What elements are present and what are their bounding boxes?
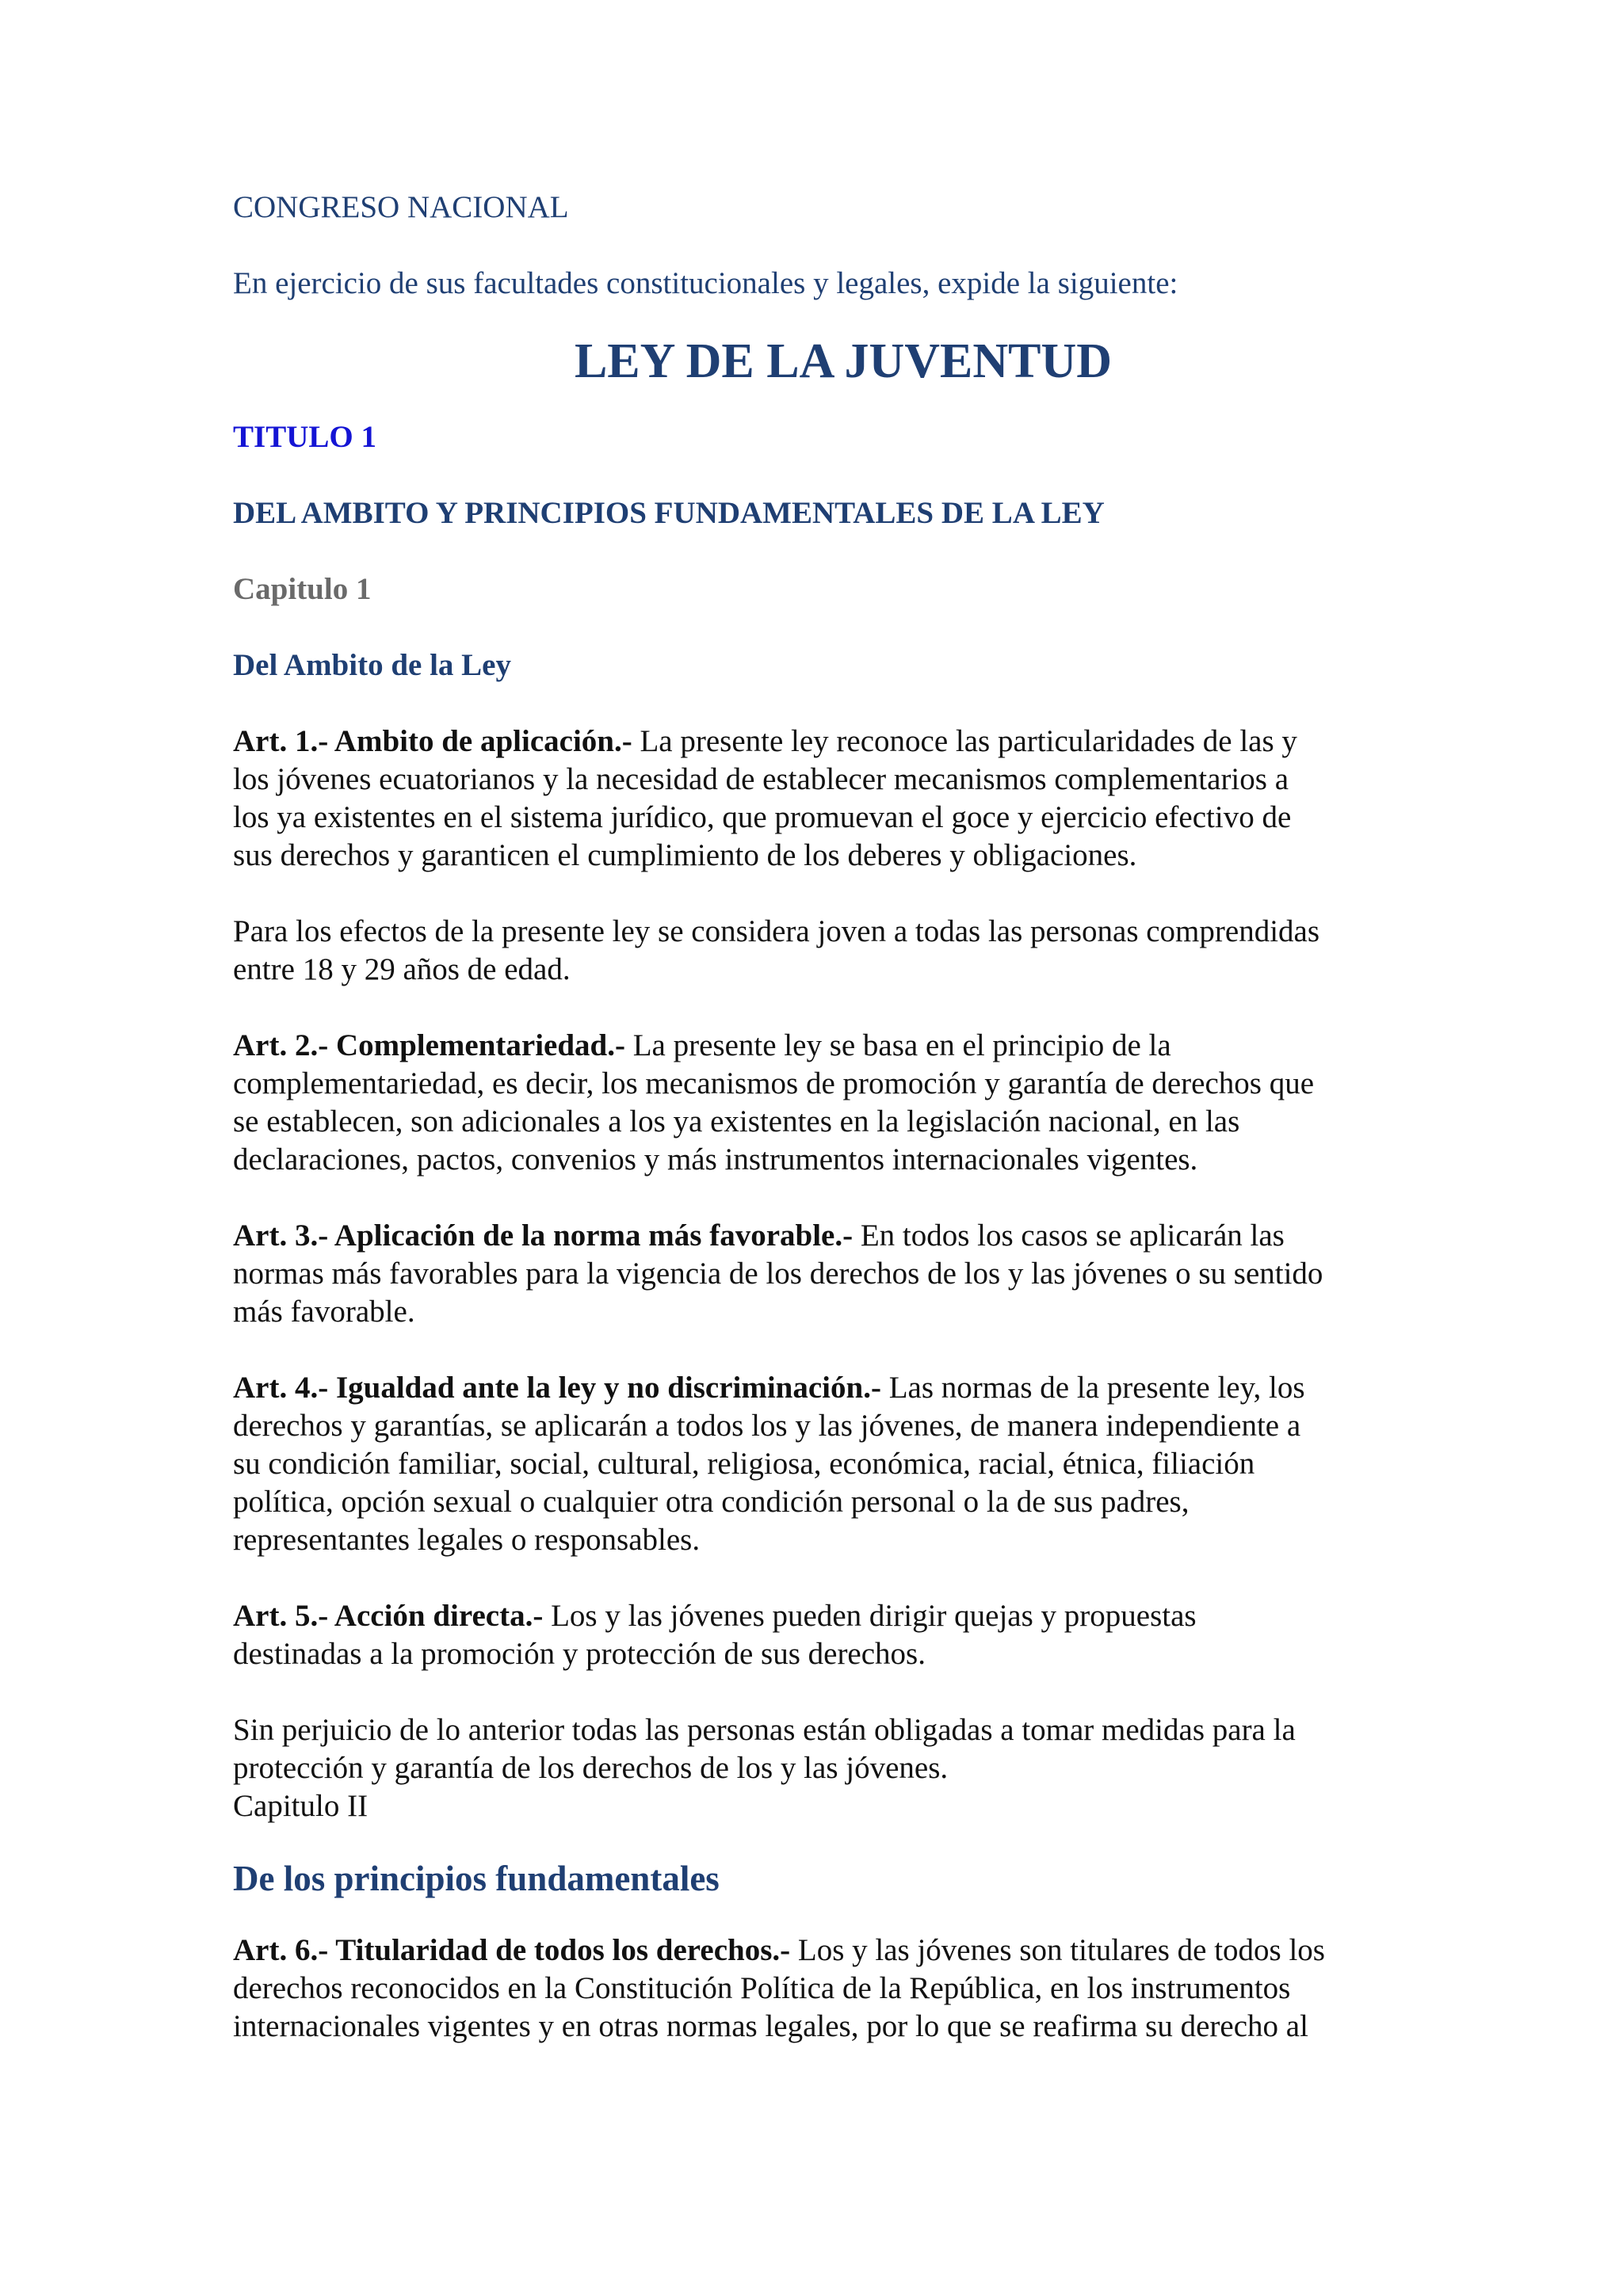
article-3-line: más favorable.: [233, 1295, 415, 1329]
article-1: [233, 723, 1398, 875]
article-1-line: sus derechos y garanticen el cumplimiento de los deberes y obligaciones.: [233, 838, 1137, 872]
article-5-line: destinadas a la promoción y protección de sus derechos.: [233, 1637, 926, 1671]
article-6-label: Art. 6.- Titularidad de todos los derechos.-: [233, 1933, 791, 1967]
article-2-line: se establecen, son adicionales a los ya existentes en la legislación nacional, en las: [233, 1104, 1240, 1138]
article-2-line: complementariedad, es decir, los mecanismos de promoción y garantía de derechos que: [233, 1066, 1315, 1100]
paragraph-line: entre 18 y 29 años de edad.: [233, 952, 571, 986]
article-4: [233, 1369, 1398, 1559]
article-4-line: política, opción sexual o cualquier otra condición personal o la de sus padres,: [233, 1485, 1190, 1519]
capitulo-1-heading: Capitulo 1: [233, 572, 372, 606]
article-1-line: los jóvenes ecuatorianos y la necesidad de establecer mecanismos complementarios a: [233, 762, 1289, 796]
article-1-line: los ya existentes en el sistema jurídico, que promuevan el goce y ejercicio efectivo de: [233, 800, 1292, 834]
article-5-line: Los y las jóvenes pueden dirigir quejas y propuestas: [543, 1599, 1197, 1633]
article-4-label: Art. 4.- Igualdad ante la ley y no discriminación.-: [233, 1371, 881, 1405]
article-6-line: internacionales vigentes y en otras normas legales, por lo que se reafirma su derecho al: [233, 2009, 1308, 2043]
document-page: [233, 189, 1398, 2046]
article-5: [233, 1597, 1398, 1673]
article-4-line: Las normas de la presente ley, los: [880, 1371, 1305, 1405]
article-3-line: En todos los casos se aplicarán las: [853, 1219, 1285, 1253]
paragraph-line: Sin perjuicio de lo anterior todas las personas están obligadas a tomar medidas para la: [233, 1713, 1296, 1747]
law-title: LEY DE LA JUVENTUD: [574, 334, 1113, 388]
article-5-paragraph-2: [233, 1711, 1398, 1825]
congress-name: CONGRESO NACIONAL: [233, 190, 569, 224]
paragraph-line: protección y garantía de los derechos de los y las jóvenes.: [233, 1751, 949, 1785]
titulo-heading: TITULO 1: [233, 420, 376, 454]
article-4-line: su condición familiar, social, cultural, religiosa, económica, racial, étnica, filiación: [233, 1447, 1255, 1481]
article-4-line: representantes legales o responsables.: [233, 1523, 701, 1557]
article-2-line: declaraciones, pactos, convenios y más instrumentos internacionales vigentes.: [233, 1142, 1198, 1177]
article-2-label: Art. 2.- Complementariedad.-: [233, 1028, 625, 1062]
preamble-text: En ejercicio de sus facultades constitucionales y legales, expide la siguiente:: [233, 266, 1178, 300]
article-4-line: derechos y garantías, se aplicarán a todos los y las jóvenes, de manera independiente a: [233, 1409, 1301, 1443]
titulo-name-heading: DEL AMBITO Y PRINCIPIOS FUNDAMENTALES DE LA LEY: [233, 496, 1105, 530]
article-2-line: La presente ley se basa en el principio de la: [624, 1028, 1171, 1062]
capitulo-2-heading: Capitulo II: [233, 1789, 369, 1823]
capitulo-1-name-heading: Del Ambito de la Ley: [233, 648, 511, 682]
article-5-label: Art. 5.- Acción directa.-: [233, 1599, 544, 1633]
article-6-line: derechos reconocidos en la Constitución Política de la República, en los instrumentos: [233, 1971, 1291, 2005]
article-6: [233, 1932, 1398, 2046]
capitulo-2-name-heading: De los principios fundamentales: [233, 1859, 720, 1898]
article-6-line: Los y las jóvenes son titulares de todos los: [790, 1933, 1325, 1967]
paragraph-line: Para los efectos de la presente ley se considera joven a todas las personas comprendidas: [233, 914, 1320, 948]
article-2: [233, 1027, 1398, 1179]
article-1-line: La presente ley reconoce las particularidades de las y: [632, 724, 1297, 758]
article-3-label: Art. 3.- Aplicación de la norma más favorable.-: [233, 1219, 854, 1253]
article-3: [233, 1217, 1398, 1331]
article-1-label: Art. 1.- Ambito de aplicación.-: [233, 724, 632, 758]
article-1-paragraph-2: [233, 913, 1398, 989]
article-3-line: normas más favorables para la vigencia de los derechos de los y las jóvenes o su sentido: [233, 1257, 1323, 1291]
